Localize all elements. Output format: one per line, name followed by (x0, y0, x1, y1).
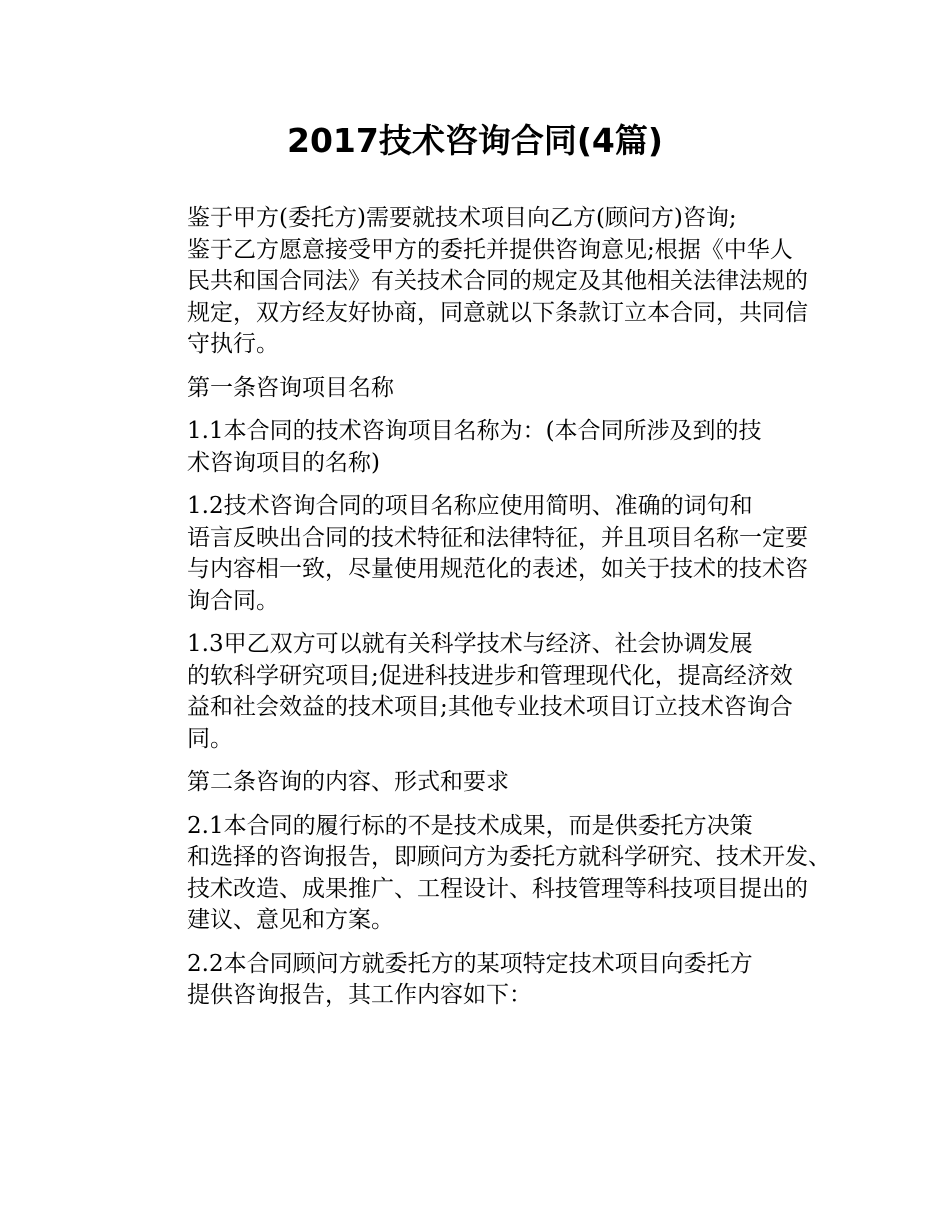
paragraph-preamble (141, 203, 821, 361)
document-body (141, 203, 831, 1024)
text-line: 建议、意见和方案。 (187, 907, 394, 933)
text-line: 民共和国合同法》有关技术合同的规定及其他相关法律法规的 (187, 268, 808, 294)
text-line: 和选择的咨询报告，即顾问方为委托方就科学研究、技术开发、 (187, 844, 831, 870)
text-line: 1.1本合同的技术咨询项目名称为：(本合同所涉及到的技 (187, 418, 762, 444)
section-heading-article-2 (141, 767, 821, 799)
paragraph-clause-1-1 (141, 416, 821, 479)
paragraph-clause-2-1 (141, 811, 831, 937)
text-line: 的软科学研究项目;促进科技进步和管理现代化，提高经济效 (187, 662, 793, 689)
document-title: 2017技术咨询合同(4篇) (287, 121, 663, 160)
text-line: 益和社会效益的技术项目;其他专业技术项目订立技术咨询合 (187, 694, 793, 720)
paragraph-clause-1-3 (141, 629, 821, 755)
text-line: 鉴于甲方(委托方)需要就技术项目向乙方(顾问方)咨询; (187, 205, 737, 231)
text-line: 询合同。 (187, 587, 279, 614)
text-line: 语言反映出合同的技术特征和法律特征，并且项目名称一定要 (187, 524, 808, 551)
text-line: 1.2技术咨询合同的项目名称应使用简明、准确的词句和 (187, 493, 753, 519)
section-heading-article-1 (141, 373, 821, 405)
paragraph-clause-2-2 (141, 949, 821, 1012)
text-line: 同。 (187, 725, 233, 752)
text-line: 2.2本合同顾问方就委托方的某项特定技术项目向委托方 (187, 950, 753, 977)
text-line: 第一条咨询项目名称 (187, 374, 394, 401)
text-line: 技术改造、成果推广、工程设计、科技管理等科技项目提出的 (187, 875, 808, 902)
text-line: 提供咨询报告，其工作内容如下： (187, 982, 532, 1008)
text-line: 术咨询项目的名称) (187, 449, 380, 476)
text-line: 与内容相一致，尽量使用规范化的表述，如关于技术的技术咨 (187, 556, 808, 582)
text-line: 第二条咨询的内容、形式和要求 (187, 769, 509, 795)
text-line: 2.1本合同的履行标的不是技术成果，而是供委托方决策 (187, 812, 753, 839)
text-line: 守执行。 (187, 331, 279, 357)
text-line: 鉴于乙方愿意接受甲方的委托并提供咨询意见;根据《中华人 (187, 236, 793, 263)
paragraph-clause-1-2 (141, 491, 821, 617)
text-line: 规定，双方经友好协商，同意就以下条款订立本合同，共同信 (187, 299, 808, 326)
text-line: 1.3甲乙双方可以就有关科学技术与经济、社会协调发展 (187, 631, 753, 657)
